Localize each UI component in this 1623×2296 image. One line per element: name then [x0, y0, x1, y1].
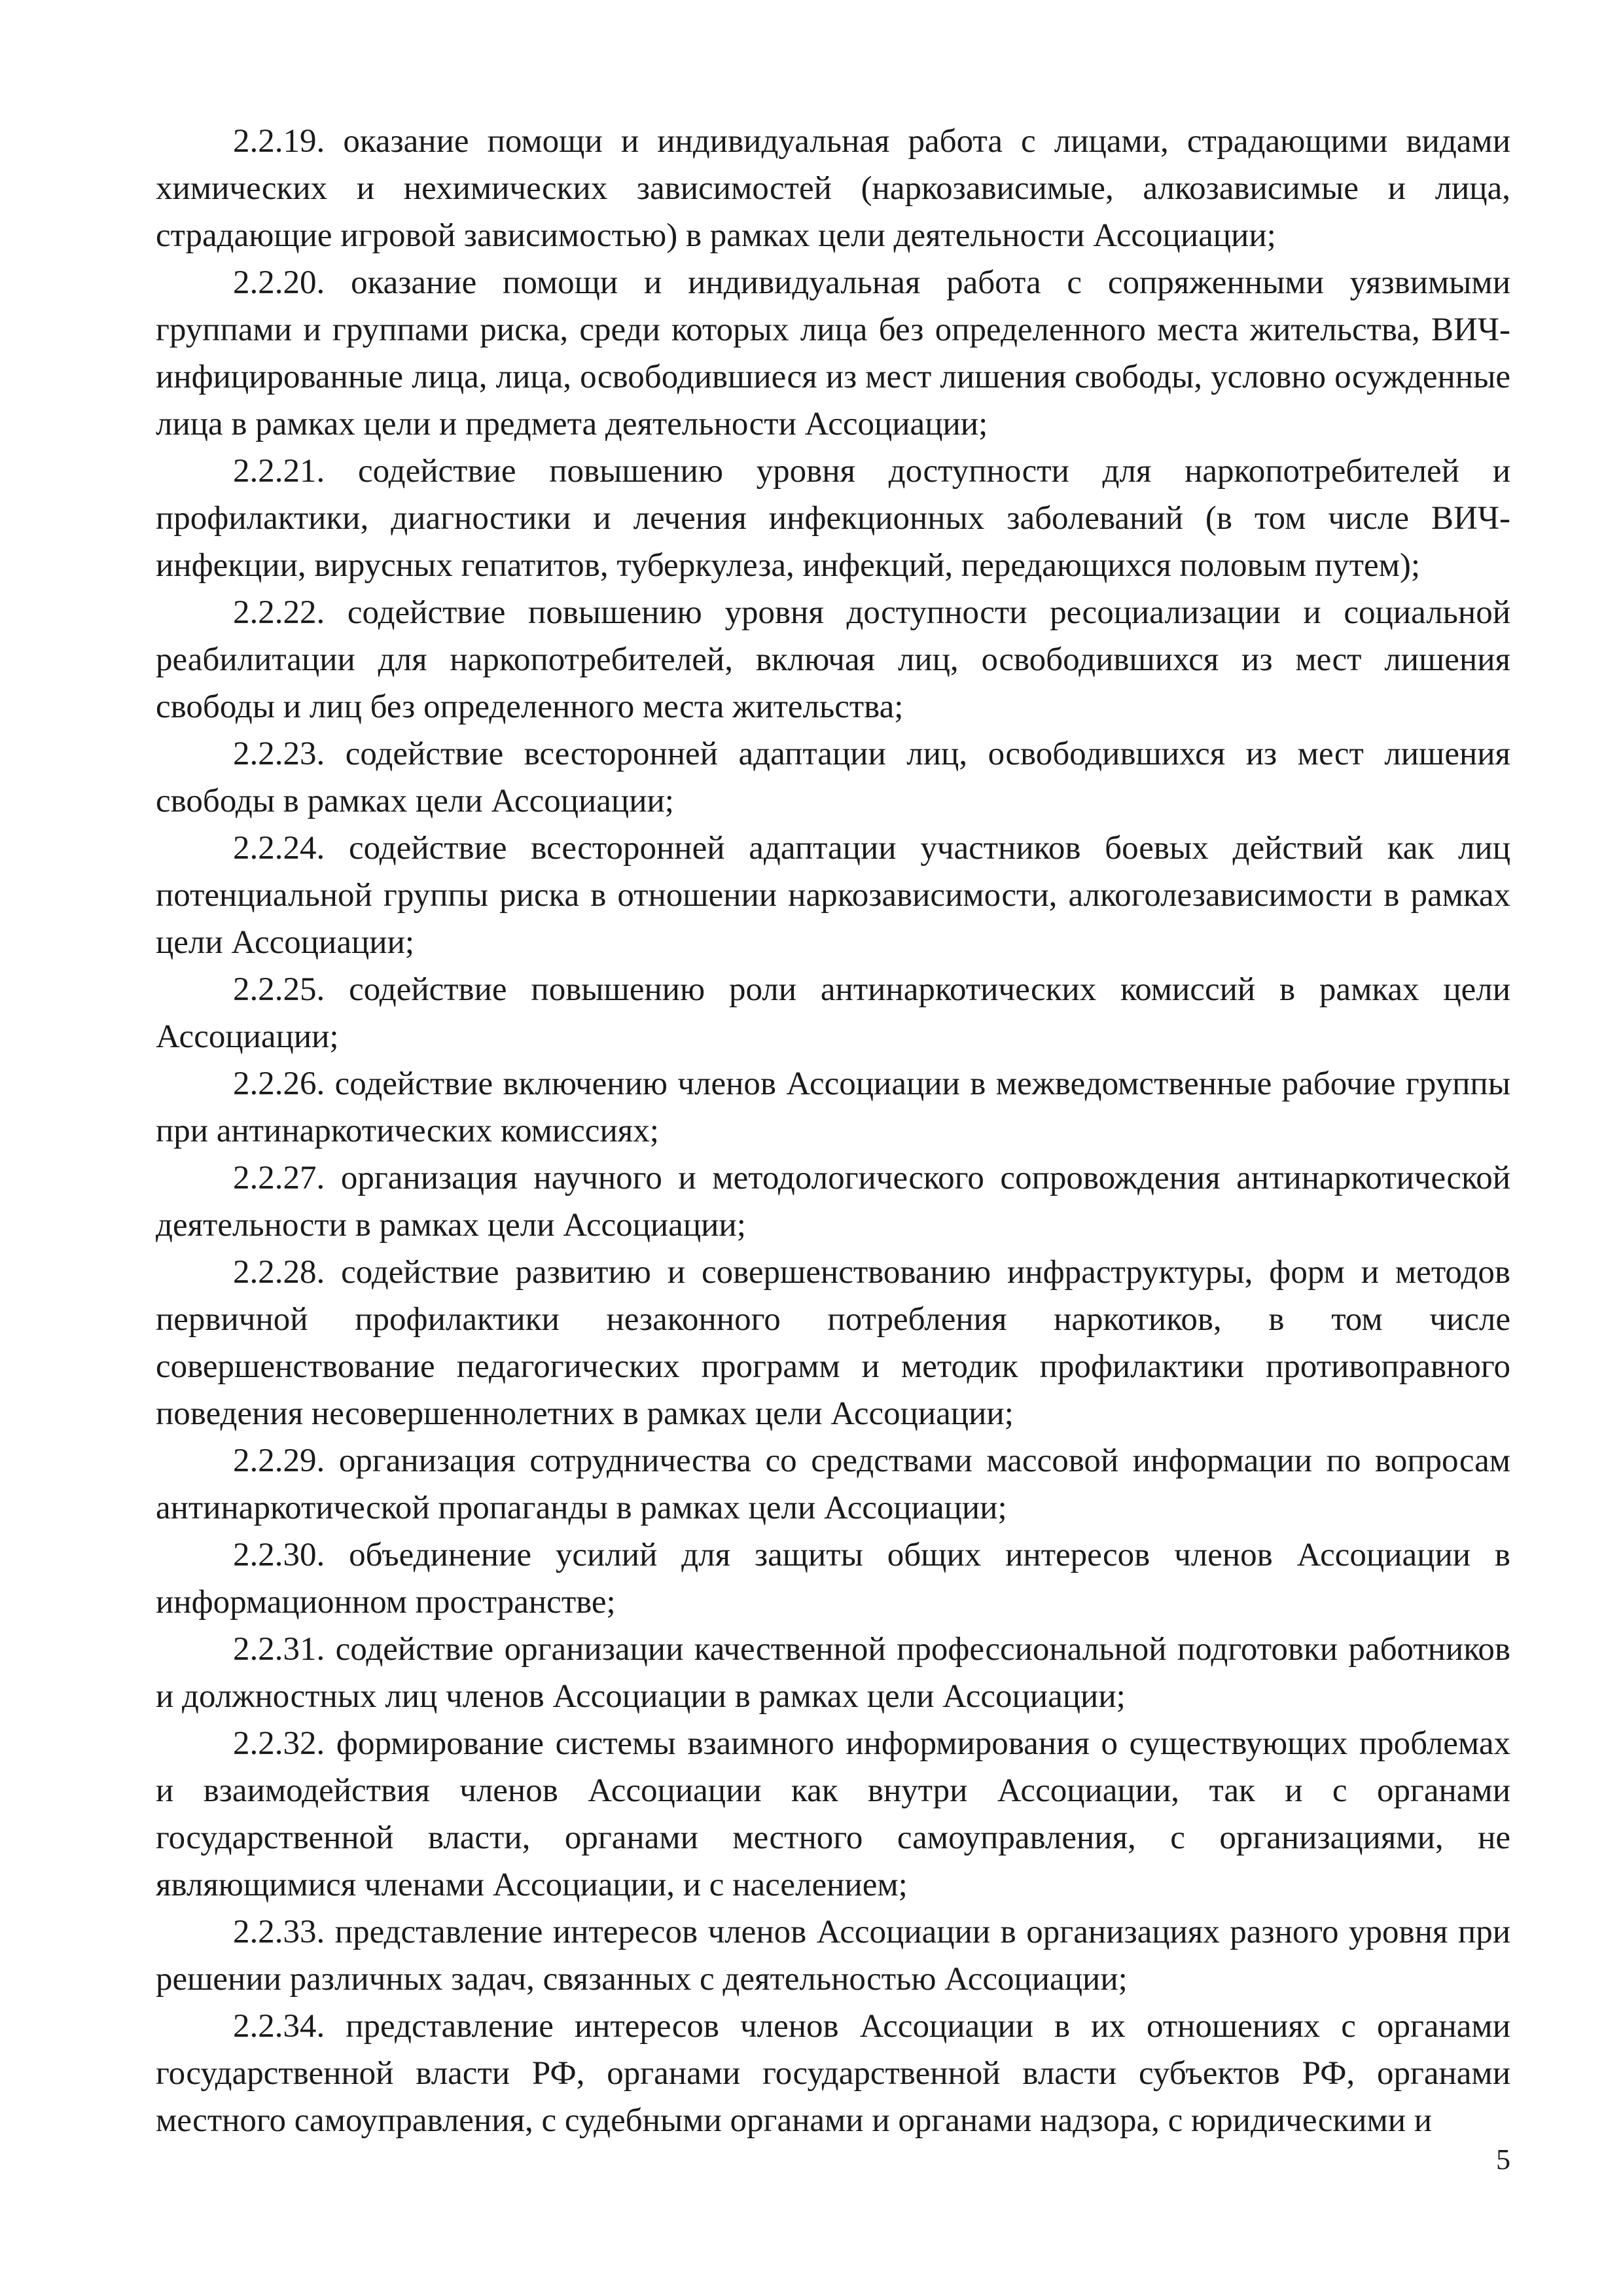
paragraph-2-2-32: 2.2.32. формирование системы взаимного информирования о существующих проблемах и взаимодействия членов Ассоциации как внутри Ассоциации, так и с органами государственной власти, органами местного самоуправления, с организациями, не являющимися членами Ассоциации, и с населением; — [156, 1725, 1510, 1903]
page-number: 5 — [1496, 2144, 1510, 2176]
document-body — [156, 118, 1510, 2144]
paragraph-2-2-22: 2.2.22. содействие повышению уровня доступности ресоциализации и социальной реабилитации для наркопотребителей, включая лиц, освободившихся из мест лишения свободы и лиц без определенного места жительства; — [156, 594, 1510, 725]
paragraph-2-2-28: 2.2.28. содействие развитию и совершенствованию инфраструктуры, форм и методов первичной профилактики незаконного потребления наркотиков, в том числе совершенствование педагогических программ и методик профилактики противоправного поведения несовершеннолетних в рамках цели Ассоциации; — [156, 1254, 1510, 1432]
paragraph-2-2-20: 2.2.20. оказание помощи и индивидуальная работа с сопряженными уязвимыми группами и группами риска, среди которых лица без определенного места жительства, ВИЧ-инфицированные лица, лица, освободившиеся из мест лишения свободы, условно осужденные лица в рамках цели и предмета деятельности Ассоциации; — [156, 264, 1510, 442]
paragraph-2-2-26: 2.2.26. содействие включению членов Ассоциации в межведомственные рабочие группы при антинаркотических комиссиях; — [156, 1066, 1510, 1149]
paragraph-2-2-19: 2.2.19. оказание помощи и индивидуальная работа с лицами, страдающими видами химических и нехимических зависимостей (наркозависимые, алкозависимые и лица, страдающие игровой зависимостью) в рамках цели деятельности Ассоциации; — [156, 123, 1510, 254]
paragraph-2-2-21: 2.2.21. содействие повышению уровня доступности для наркопотребителей и профилактики, диагностики и лечения инфекционных заболеваний (в том числе ВИЧ-инфекции, вирусных гепатитов, туберкулеза, инфекций, передающихся половым путем); — [156, 453, 1510, 584]
paragraph-2-2-23: 2.2.23. содействие всесторонней адаптации лиц, освободившихся из мест лишения свободы в рамках цели Ассоциации; — [156, 736, 1510, 819]
paragraph-2-2-31: 2.2.31. содействие организации качественной профессиональной подготовки работников и должностных лиц членов Ассоциации в рамках цели Ассоциации; — [156, 1631, 1510, 1715]
paragraph-2-2-25: 2.2.25. содействие повышению роли антинаркотических комиссий в рамках цели Ассоциации; — [156, 971, 1510, 1055]
paragraph-2-2-34: 2.2.34. представление интересов членов Ассоциации в их отношениях с органами государственной власти РФ, органами государственной власти субъектов РФ, органами местного самоуправления, с судебными органами и органами надзора, с юридическими и — [156, 2008, 1510, 2139]
paragraph-2-2-27: 2.2.27. организация научного и методологического сопровождения антинаркотической деятельности в рамках цели Ассоциации; — [156, 1160, 1510, 1244]
paragraph-2-2-29: 2.2.29. организация сотрудничества со средствами массовой информации по вопросам антинаркотической пропаганды в рамках цели Ассоциации; — [156, 1443, 1510, 1526]
paragraph-2-2-24: 2.2.24. содействие всесторонней адаптации участников боевых действий как лиц потенциальной группы риска в отношении наркозависимости, алкоголезависимости в рамках цели Ассоциации; — [156, 830, 1510, 961]
paragraph-2-2-30: 2.2.30. объединение усилий для защиты общих интересов членов Ассоциации в информационном пространстве; — [156, 1537, 1510, 1621]
paragraph-2-2-33: 2.2.33. представление интересов членов Ассоциации в организациях разного уровня при решении различных задач, связанных с деятельностью Ассоциации; — [156, 1914, 1510, 1998]
